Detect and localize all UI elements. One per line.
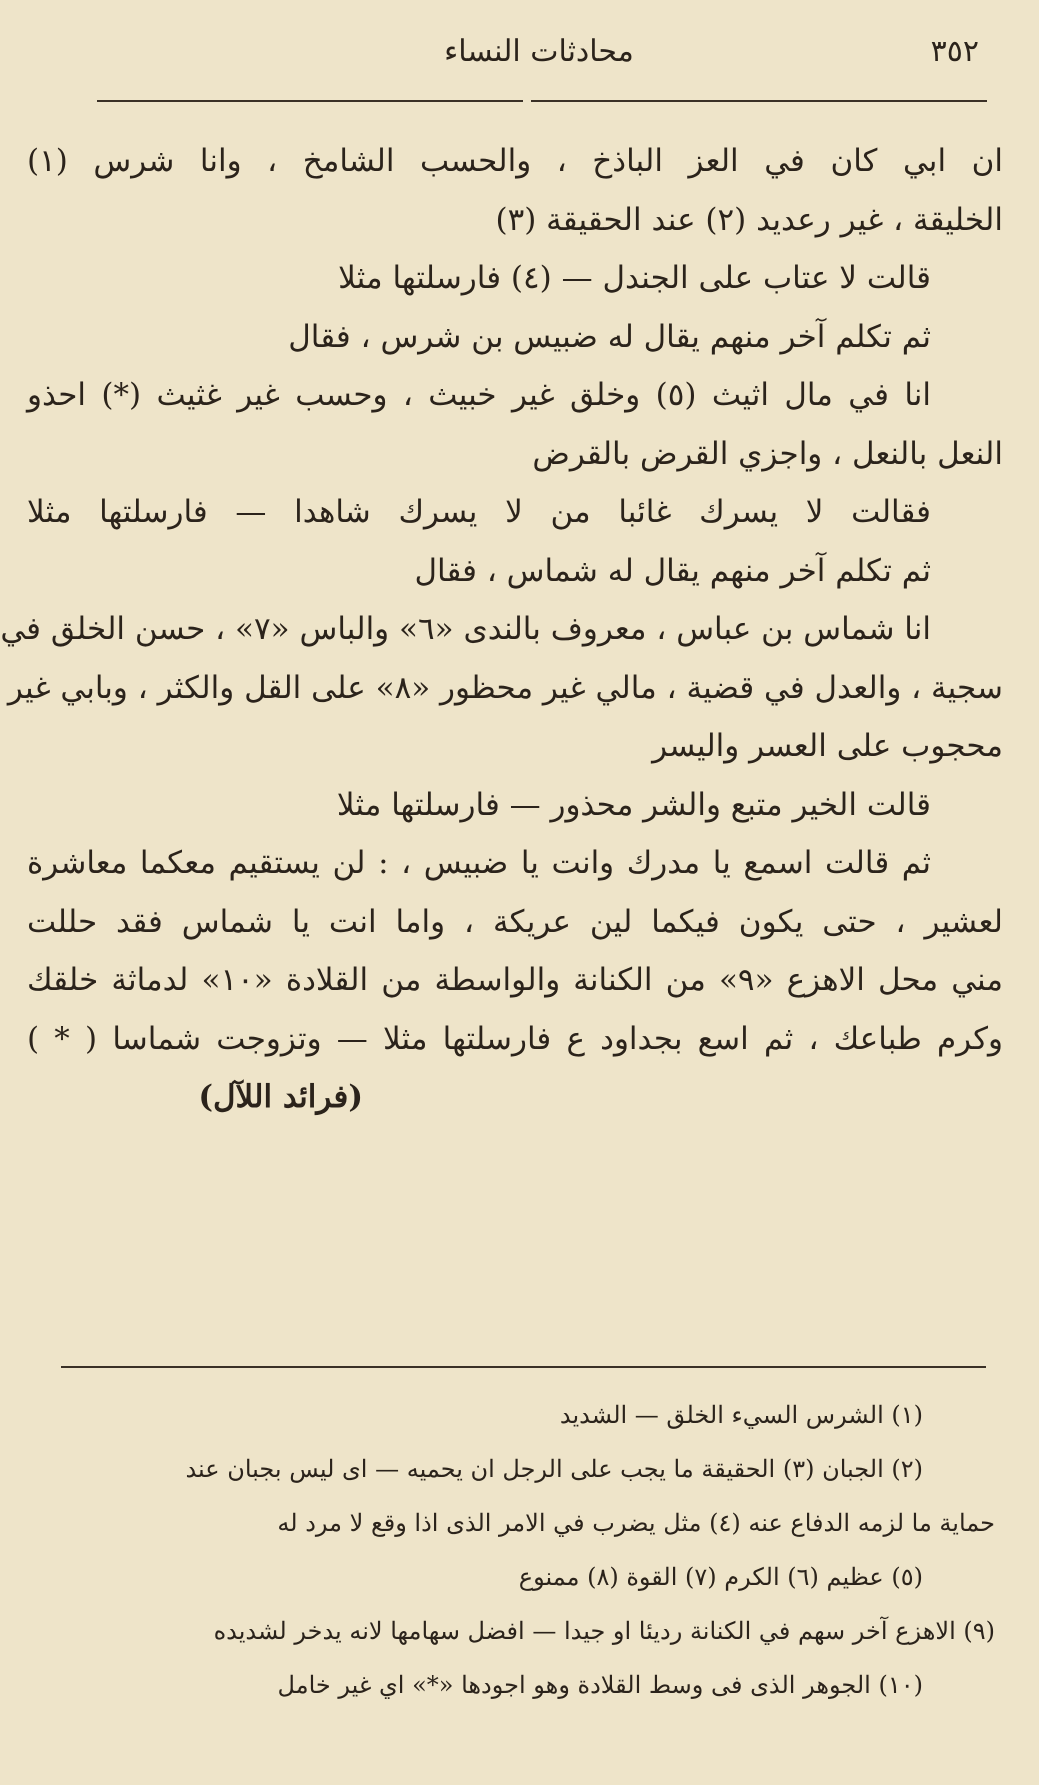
footnote-line: (١٠) الجوهر الذى فى وسط القلادة وهو اجودها «*» اي غير خامل: [277, 1671, 923, 1699]
text-line: لعشير ، حتى يكون فيكما لين عريكة ، واما انت يا شماس فقد حللت: [27, 903, 1003, 940]
text-line: الخليقة ، غير رعديد (٢) عند الحقيقة (٣): [495, 201, 1003, 238]
text-line: النعل بالنعل ، واجزي القرض بالقرض: [532, 435, 1003, 472]
text-line: وكرم طباعك ، ثم اسع بجداود ع فارسلتها مثلا — وتزوجت شماسا ( * ): [27, 1020, 1003, 1057]
source-citation: (فرائد اللآل): [198, 1079, 363, 1115]
text-line: فقالت لا يسرك غائبا من لا يسرك شاهدا — فارسلتها مثلا: [27, 494, 931, 530]
text-line: ثم تكلم آخر منهم يقال له شماس ، فقال: [414, 552, 931, 589]
footnote-line: حماية ما لزمه الدفاع عنه (٤) مثل يضرب في الامر الذى اذا وقع لا مرد له: [277, 1509, 995, 1537]
footnote-line: (١) الشرس السيء الخلق — الشديد: [559, 1401, 923, 1429]
main-text: [0, 132, 1003, 1127]
text-line: محجوب على العسر واليسر: [652, 728, 1003, 764]
running-title: محادثات النساء: [444, 34, 634, 69]
text-line: سجية ، والعدل في قضية ، مالي غير محظور «٨» على القل والكثر ، وبابي غير: [7, 669, 1003, 706]
footnote-rule: [61, 1366, 986, 1368]
text-line: مني محل الاهزع «٩» من الكنانة والواسطة من القلادة «١٠» لدماثة خلقك: [27, 962, 1003, 998]
page-header: [99, 28, 979, 78]
header-rule: [97, 100, 987, 102]
footnotes: [35, 1388, 995, 1712]
footnote-line: (٢) الجبان (٣) الحقيقة ما يجب على الرجل ان يحميه — اى ليس بجبان عند: [185, 1455, 923, 1483]
text-line: ثم قالت اسمع يا مدرك وانت يا ضبيس ، : لن يستقيم معكما معاشرة: [27, 845, 931, 881]
text-line: انا في مال اثيث (٥) وخلق غير خبيث ، وحسب غير غثيث (*) احذو: [27, 377, 932, 413]
text-line: قالت الخير متبع والشر محذور — فارسلتها مثلا: [336, 786, 931, 823]
footnote-line: (٥) عظيم (٦) الكرم (٧) القوة (٨) ممنوع: [518, 1563, 923, 1591]
text-line: ثم تكلم آخر منهم يقال له ضبيس بن شرس ، فقال: [288, 318, 931, 355]
text-line: قالت لا عتاب على الجندل — (٤) فارسلتها مثلا: [338, 260, 931, 296]
text-line: ان ابي كان في العز الباذخ ، والحسب الشامخ ، وانا شرس (١): [27, 143, 1003, 179]
footnote-line: (٩) الاهزع آخر سهم في الكنانة رديئا او جيدا — افضل سهامها لانه يدخر لشديده: [213, 1617, 995, 1645]
header-rule-gap: [523, 96, 531, 104]
text-line: انا شماس بن عباس ، معروف بالندى «٦» والباس «٧» ، حسن الخلق في: [0, 611, 931, 647]
page-number: ٣٥٢: [930, 34, 979, 69]
